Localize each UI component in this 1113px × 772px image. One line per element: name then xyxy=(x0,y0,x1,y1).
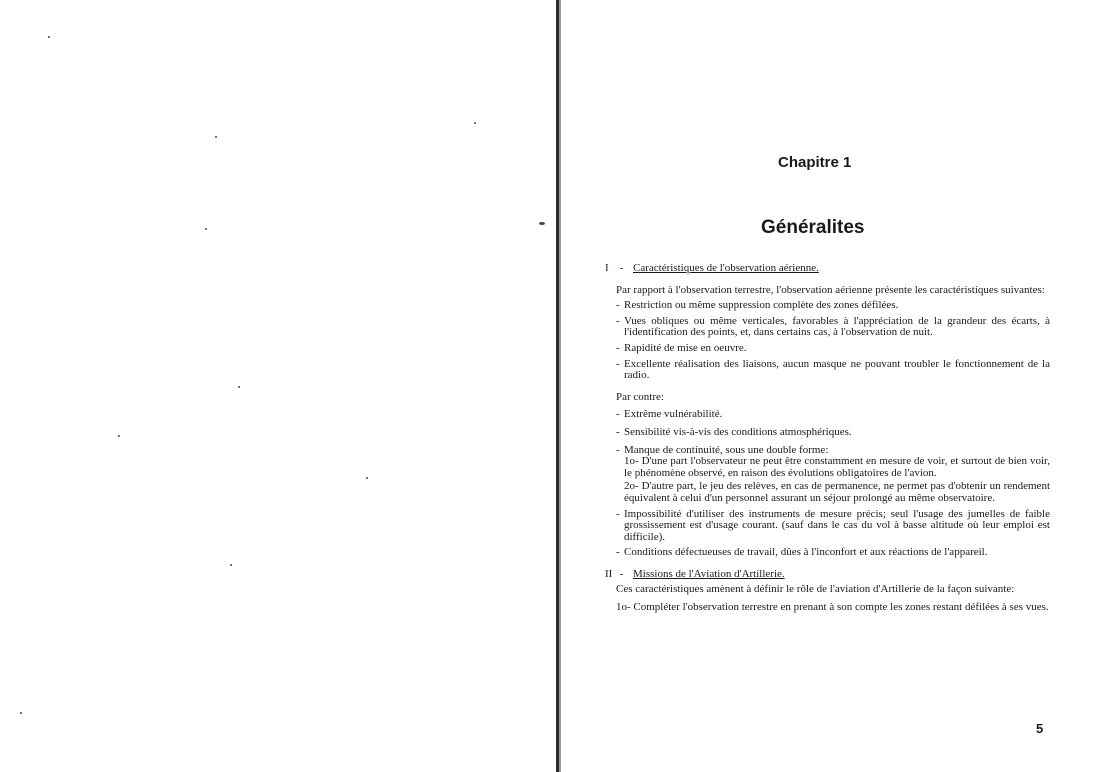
list-item: - Vues obliques ou même verticales, favorables à l'appréciation de la grandeur des écarts, à l'identification des points, et, dans certains cas, à l'observation de nuit. xyxy=(616,314,1050,339)
section-missions xyxy=(605,569,1050,614)
paper-speck xyxy=(20,712,22,714)
section-heading xyxy=(605,569,1050,581)
section-dash: - xyxy=(617,567,624,580)
list-item: - Manque de continuité, sous une double forme: xyxy=(616,443,829,456)
section-numeral: I xyxy=(605,262,609,274)
list-item: - Rapidité de mise en oeuvre. xyxy=(616,341,747,354)
section-title: Missions de l'Aviation d'Artillerie. xyxy=(633,567,785,580)
section-heading xyxy=(605,263,1050,275)
paper-speck xyxy=(238,386,240,388)
list-item: - Conditions défectueuses de travail, dûes à l'inconfort et aux réactions de l'appareil. xyxy=(616,546,988,559)
section-dash: - xyxy=(617,262,624,274)
paper-speck xyxy=(215,136,217,138)
paper-speck xyxy=(539,222,545,225)
page-number: 5 xyxy=(1036,721,1044,736)
list-item: - Restriction ou même suppression complète des zones défilées. xyxy=(616,299,899,312)
chapter-title: Généralites xyxy=(761,217,865,238)
section-numeral: II xyxy=(605,567,613,580)
left-page xyxy=(0,0,556,772)
list-item: - Sensibilité vis-à-vis des conditions atmosphériques. xyxy=(616,425,852,438)
paper-speck xyxy=(474,122,476,124)
paper-speck xyxy=(118,435,120,437)
list-item: - Extrême vulnérabilité. xyxy=(616,408,723,421)
chapter-number: Chapitre 1 xyxy=(778,154,852,171)
list-item: - Impossibilité d'utiliser des instruments de mesure précis; seul l'usage des jumelles de faible grossissement est d'usage courant. (sauf dans le cas du vol à basse altitude où leur emploi est difficile). xyxy=(616,507,1050,543)
section-intro: Ces caractéristiques amènent à définir le rôle de l'aviation d'Artillerie de la façon suivante: xyxy=(616,583,1015,596)
page-body xyxy=(605,263,1050,614)
right-page xyxy=(560,0,1113,772)
section-intro: Par rapport à l'observation terrestre, l'observation aérienne présente les caractéristiques suivantes: xyxy=(616,283,1045,296)
contrast-label: Par contre: xyxy=(616,390,664,403)
section-characteristics xyxy=(605,263,1050,559)
section-title: Caractéristiques de l'observation aérienne. xyxy=(633,262,819,274)
list-item: - Excellente réalisation des liaisons, aucun masque ne pouvant troubler le fonctionnement de la radio. xyxy=(616,357,1050,382)
paper-speck xyxy=(366,477,368,479)
sub-item: 1o- D'une part l'observateur ne peut être constamment en mesure de voir, et surtout de bien voir, le phénomène observé, en raison des évolutions obligatoires de l'avion. xyxy=(624,455,1050,479)
paper-speck xyxy=(205,228,207,230)
paper-speck xyxy=(230,564,232,566)
paper-speck xyxy=(48,36,50,38)
mission-point: 1o- Compléter l'observation terrestre en prenant à son compte les zones restant défilées à ses vues. xyxy=(616,601,1049,614)
sub-item: 2o- D'autre part, le jeu des relèves, en cas de permanence, ne permet pas d'obtenir un rendement équivalent à celui d'un personnel assurant un séjour prolongé au même observatoire. xyxy=(624,480,1050,504)
